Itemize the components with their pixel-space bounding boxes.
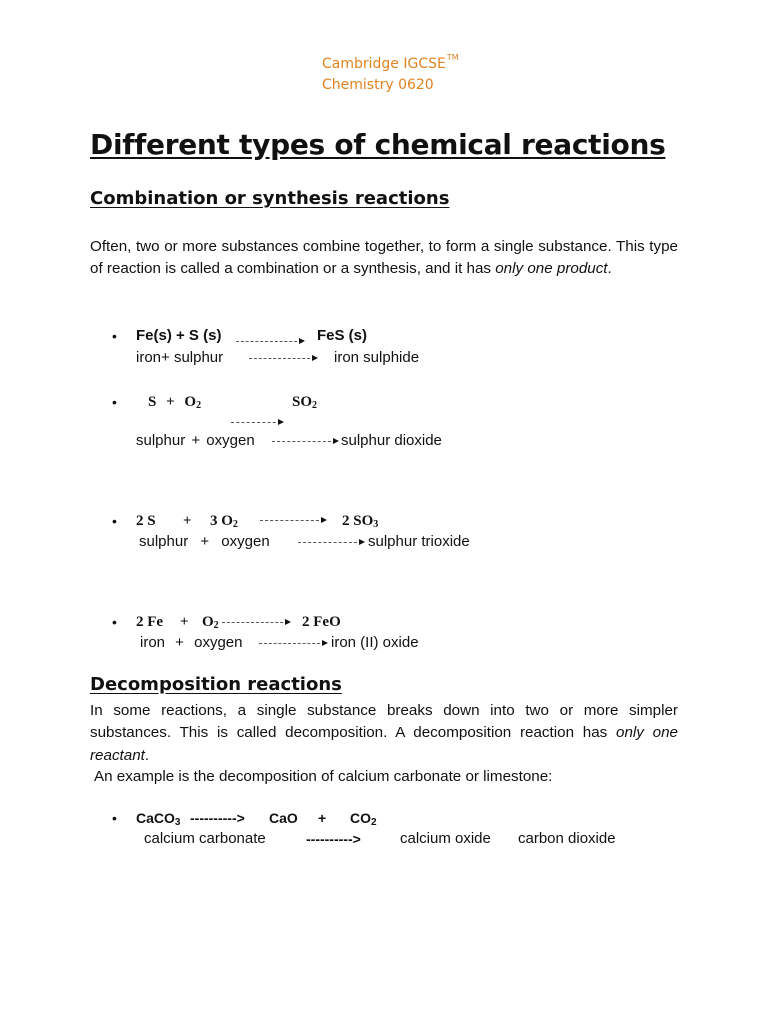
bullet-icon: • — [112, 614, 117, 630]
eq2-words-reactants: sulphur + oxygen — [136, 432, 255, 449]
eq1-words-product: iron sulphide — [334, 349, 420, 366]
decomp-words-reactant: calcium carbonate — [144, 830, 266, 847]
eq3-term1: 2 S — [136, 513, 156, 529]
eq4-plus: + — [180, 614, 189, 630]
decomp-words-product2: carbon dioxide — [518, 830, 616, 847]
eq3-product: 2 $SO_3$ — [342, 513, 379, 530]
decomp-product2: $CO_2$ — [350, 810, 377, 828]
arrow-icon — [231, 422, 281, 425]
section-heading-decomposition: Decomposition reactions — [90, 674, 342, 695]
arrow-icon — [249, 358, 315, 361]
eq1-words-reactants: iron+ sulphur — [136, 349, 224, 366]
eq4-product: 2 FeO — [302, 614, 341, 630]
bullet-icon: • — [112, 328, 117, 344]
eq3-plus: + — [183, 513, 192, 529]
eq4-words-product: iron (II) oxide — [331, 634, 419, 651]
arrow-icon — [260, 520, 324, 523]
eq2-product: $SO_2$ — [292, 394, 318, 411]
arrow-icon — [272, 441, 336, 444]
brand-line-1: Cambridge IGCSE™ — [322, 53, 459, 72]
arrow-icon — [259, 643, 325, 646]
eq2-words-product: sulphur dioxide — [341, 432, 442, 449]
decomp-product1: CaO — [269, 810, 298, 826]
decomp-plus: + — [318, 810, 327, 826]
bullet-icon: • — [112, 810, 117, 826]
brand-line-2: Chemistry 0620 — [322, 77, 434, 93]
decomposition-paragraph: In some reactions, a single substance breaks down into two or more simpler substances. This is called decomposition. A decomposition reaction has only one reactant. — [90, 702, 678, 764]
arrow-icon — [298, 542, 362, 545]
eq3-words-product: sulphur trioxide — [368, 533, 470, 550]
decomp-words-product1: calcium oxide — [400, 830, 491, 847]
decomp-reactant: CaCO$_3$ — [136, 810, 181, 828]
arrow-icon — [222, 622, 288, 625]
trademark-mark: TM — [446, 53, 459, 62]
decomp-words-arrow: ----------> — [306, 831, 361, 847]
section-heading-combination: Combination or synthesis reactions — [90, 188, 450, 209]
eq4-term2: $O_2$ — [202, 614, 219, 631]
decomp-arrow: ----------> — [190, 810, 245, 826]
eq3-term2: 3 $O_2$ — [210, 513, 238, 530]
page-title: Different types of chemical reactions — [90, 128, 666, 161]
bullet-icon: • — [112, 513, 117, 529]
eq4-term1: 2 Fe — [136, 614, 164, 630]
bullet-icon: • — [112, 394, 117, 410]
arrow-icon — [236, 341, 302, 344]
eq1-reactants: Fe(s) + S (s) — [136, 327, 222, 344]
example-line: An example is the decomposition of calcium carbonate or limestone: — [94, 768, 553, 785]
eq1-product: FeS (s) — [317, 327, 368, 344]
brand-logo — [322, 47, 459, 96]
eq2-reactants: $S + O_2$ — [148, 394, 202, 411]
eq3-words-reactants: sulphur + oxygen — [139, 533, 270, 550]
combination-paragraph: Often, two or more substances combine together, to form a single substance. This type of reaction is called a combination or a synthesis, and it has only one product. — [90, 238, 678, 278]
eq4-words-reactants: iron + oxygen — [140, 634, 243, 651]
